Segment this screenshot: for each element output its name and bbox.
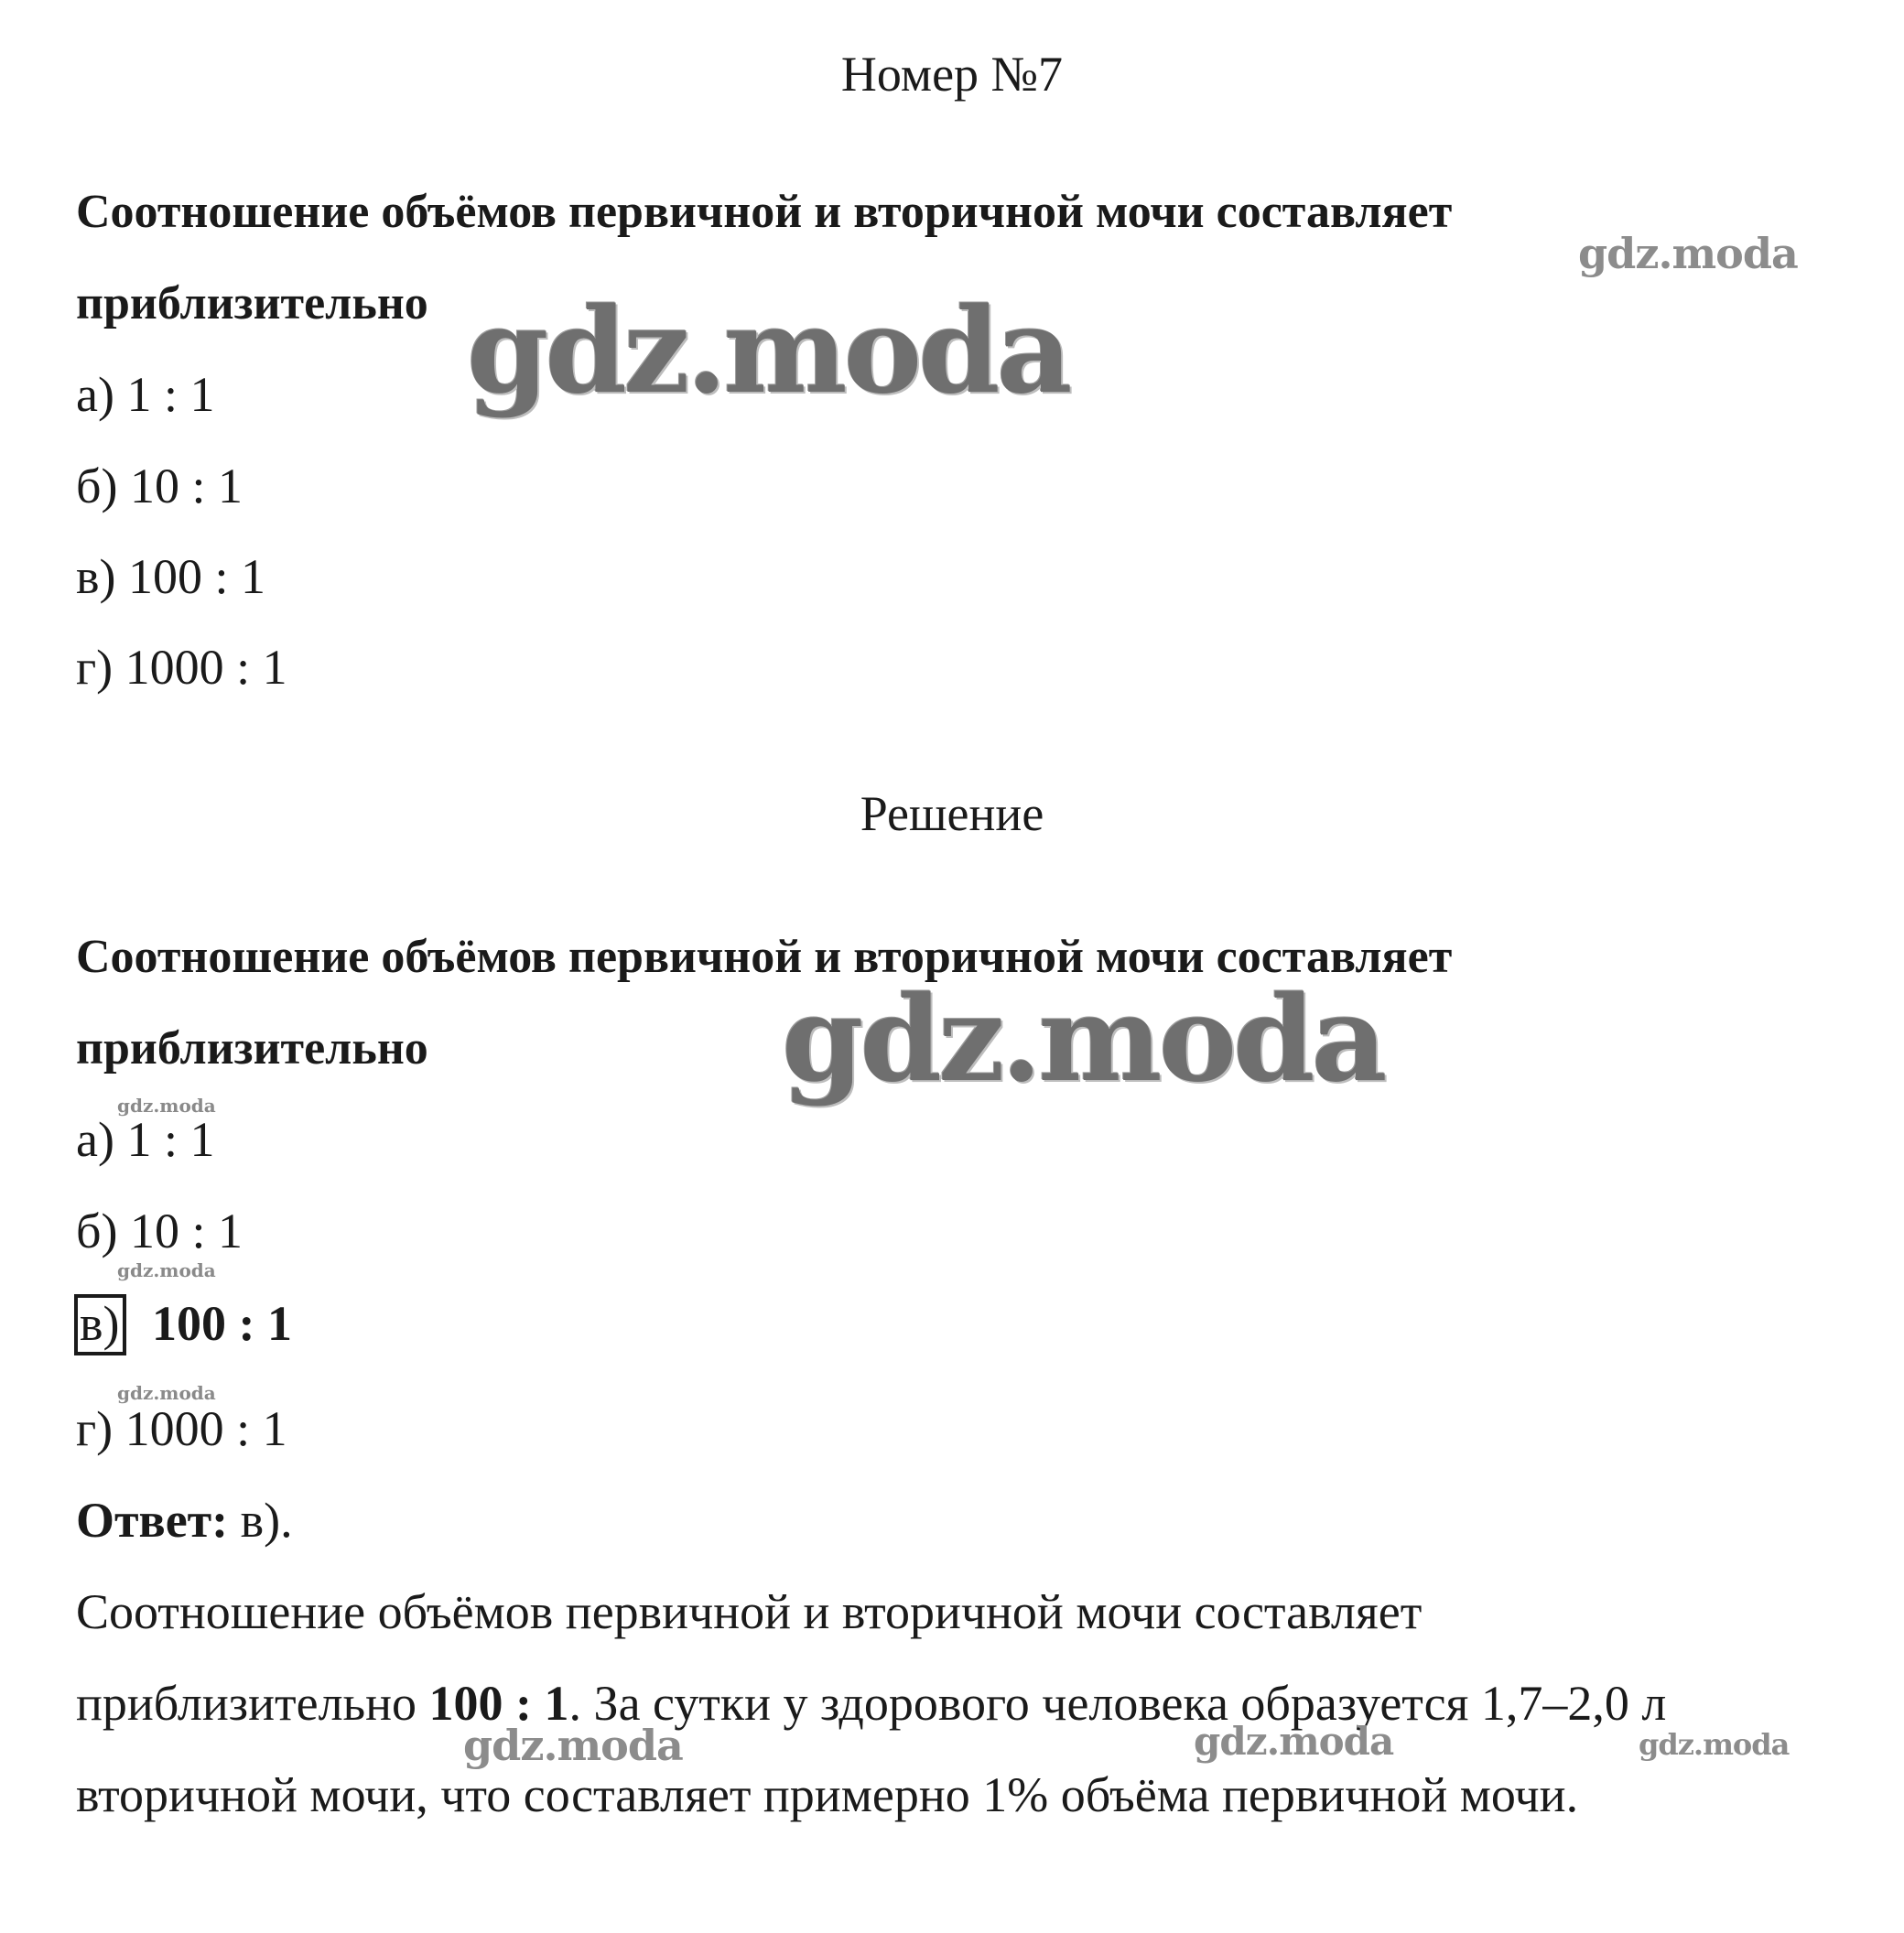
solution-option-c — [74, 1294, 292, 1355]
page-heading: Номер №7 — [840, 47, 1064, 102]
solution-option-d: г) 1000 : 1 — [76, 1401, 287, 1456]
watermark-logo: gdz.moda — [782, 971, 1384, 1108]
solution-option-b: б) 10 : 1 — [76, 1204, 243, 1258]
explanation-line-1: Соотношение объёмов первичной и вторичной мочи составляет — [76, 1584, 1423, 1639]
watermark-logo: gdz.moda — [467, 283, 1069, 420]
question-line-1: Соотношение объёмов первичной и вторичной мочи составляет — [76, 186, 1453, 238]
watermark-logo: gdz.moda — [117, 1259, 216, 1281]
watermark-logo: gdz.moda — [1578, 229, 1798, 278]
explanation-ratio: 100 : 1 — [428, 1676, 569, 1731]
solution-heading: Решение — [860, 786, 1044, 841]
solution-line-1: Соотношение объёмов первичной и вторичной мочи составляет — [76, 931, 1453, 983]
answer-label: Ответ: — [76, 1493, 229, 1548]
answer-value: в). — [228, 1493, 293, 1548]
explanation-text-post: . За сутки у здорового человека образуется 1,7–2,0 л — [568, 1676, 1667, 1731]
watermark-logo: gdz.moda — [117, 1382, 216, 1404]
explanation-line-3: вторичной мочи, что составляет примерно 1% объёма первичной мочи. — [76, 1767, 1579, 1822]
question-option-b: б) 10 : 1 — [76, 459, 243, 513]
watermark-logo: gdz.moda — [1639, 1727, 1790, 1762]
solution-option-a: а) 1 : 1 — [76, 1112, 215, 1167]
watermark-logo: gdz.moda — [117, 1095, 216, 1117]
correct-option-value: 100 : 1 — [151, 1296, 292, 1351]
explanation-line-2 — [76, 1676, 1667, 1731]
question-option-a: а) 1 : 1 — [76, 367, 215, 422]
watermark-logo: gdz.moda — [463, 1721, 683, 1770]
correct-option-box: в) — [74, 1294, 126, 1355]
answer-line — [76, 1493, 293, 1548]
question-line-2: приблизительно — [76, 277, 428, 329]
question-option-d: г) 1000 : 1 — [76, 640, 287, 695]
watermark-logo: gdz.moda — [1194, 1719, 1394, 1764]
explanation-text-pre: приблизительно — [76, 1676, 429, 1731]
question-option-c: в) 100 : 1 — [76, 549, 265, 604]
solution-line-2: приблизительно — [76, 1022, 428, 1074]
